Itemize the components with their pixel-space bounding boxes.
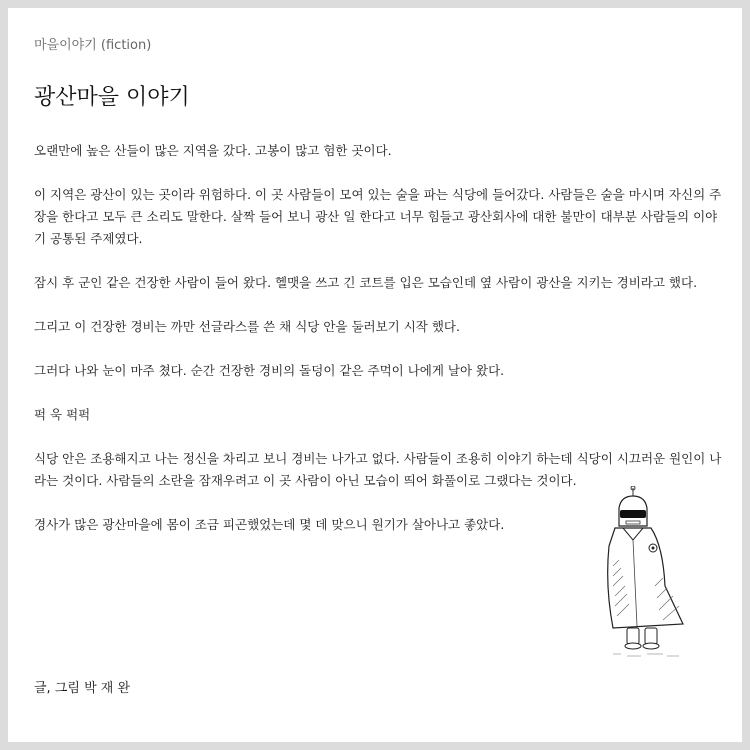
story-paragraph: 오랜만에 높은 산들이 많은 지역을 갔다. 고봉이 많고 험한 곳이다. — [34, 143, 392, 158]
story-paragraph: 이 지역은 광산이 있는 곳이라 위험하다. 이 곳 사람들이 모여 있는 술을 파는 식당에 들어갔다. 사람들은 술을 마시며 자신의 주장을 한다고 모두 큰 소리도 말한다. 살짝 들어 보니 광산 일 한다고 너무 힘들고 광산회사에 대한 불만이 대부분 사람들의 이야기 공통된 주제였다. — [34, 187, 722, 246]
story-paragraph: 그러다 나와 눈이 마주 쳤다. 순간 건장한 경비의 돌덩이 같은 주먹이 나에게 날아 왔다. — [34, 363, 505, 378]
story-paragraph: 퍽 욱 퍽퍽 — [34, 407, 91, 422]
story-paragraph: 경사가 많은 광산마을에 몸이 조금 피곤했었는데 몇 데 맞으니 원기가 살아나고 좋았다. — [34, 517, 505, 532]
story-paragraph: 식당 안은 조용해지고 나는 정신을 차리고 보니 경비는 나가고 없다. 사람들이 조용히 이야기 하는데 식당이 시끄러운 원인이 나라는 것이다. 사람들의 소란을 잠재우려고 이 곳 사람이 아닌 모습이 띄어 화풀이로 그랬다는 것이다. — [34, 451, 722, 488]
page-title: 광산마을 이야기 — [34, 85, 190, 110]
story-paragraph: 잠시 후 군인 같은 건장한 사람이 들어 왔다. 헬맷을 쓰고 긴 코트를 입은 모습인데 옆 사람이 광산을 지키는 경비라고 했다. — [34, 275, 698, 290]
guard-sketch-icon — [593, 486, 698, 666]
author-credit: 글, 그림 박 재 완 — [34, 681, 131, 696]
category-label: 마을이야기 (fiction) — [34, 38, 152, 53]
story-paragraph: 그리고 이 건장한 경비는 까만 선글라스를 쓴 채 식당 안을 둘러보기 시작 했다. — [34, 319, 460, 334]
